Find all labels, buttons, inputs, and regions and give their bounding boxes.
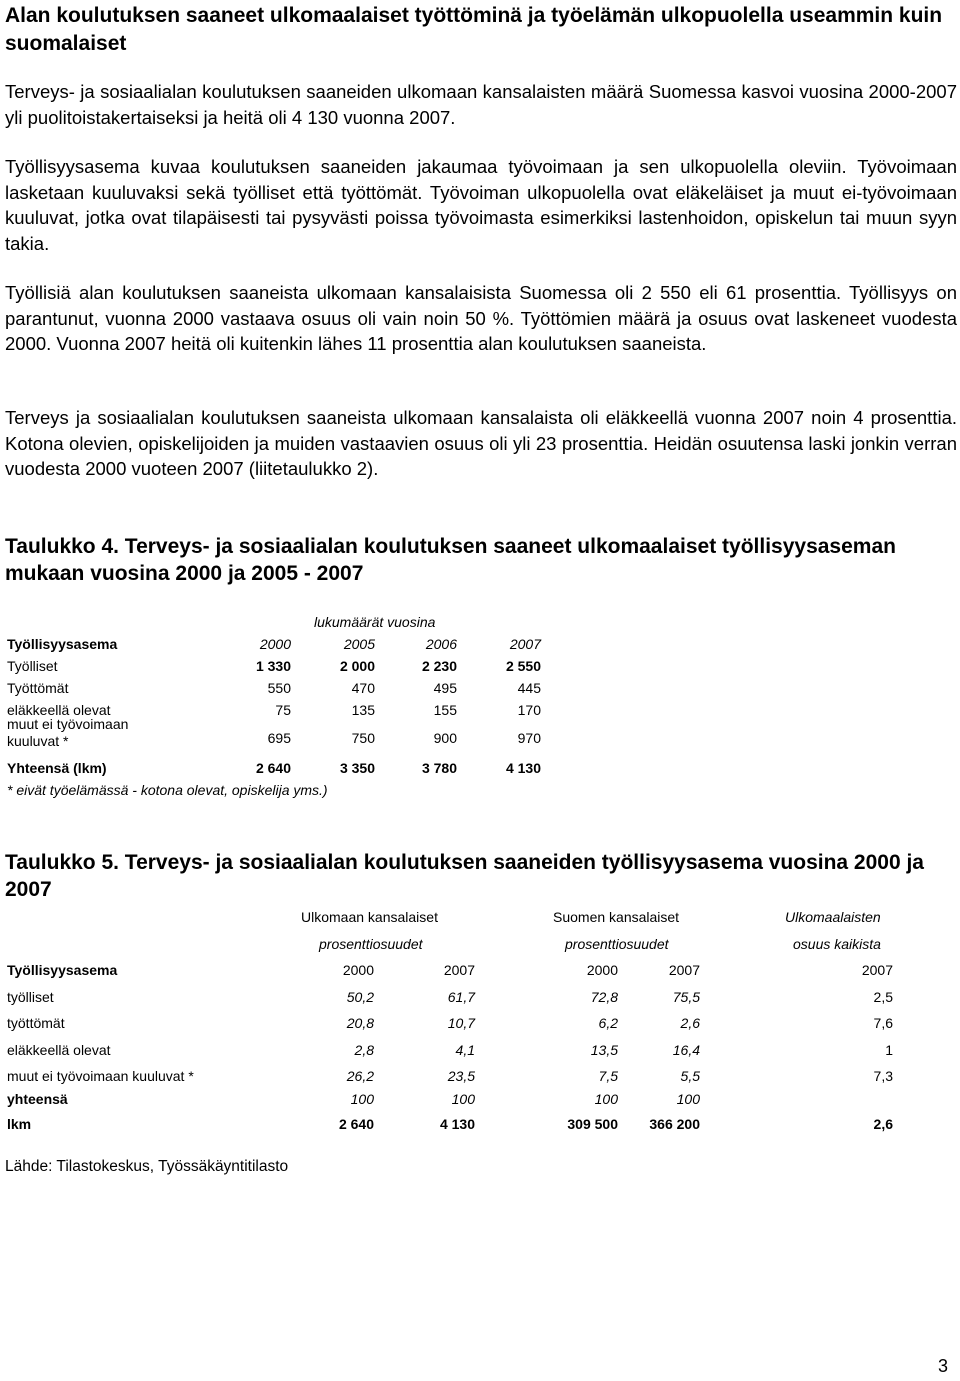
row-label: eläkkeellä olevat	[7, 702, 111, 718]
paragraph-2: Työllisyysasema kuvaa koulutuksen saaneiden jakaumaa työvoimaan ja sen ulkopuolella oleviin. Työvoimaan lasketaan kuuluvaksi sekä työlliset että työttömät. Työvoiman ulkopuolella ovat eläkeläiset ja muut ei-työvoimaan kuuluvat, jotka ovat tilapäisesti tai pysyvästi poissa työvoimasta esimerkiksi lastenhoidon, opiskelun tai muun syyn takia.	[5, 156, 957, 254]
table5	[5, 904, 895, 1137]
row-label: eläkkeellä olevat	[7, 1041, 111, 1058]
table-cell: 495	[433, 680, 457, 696]
row-label: työlliset	[7, 988, 54, 1005]
table-row	[5, 1063, 895, 1090]
table-cell: 2 230	[421, 658, 457, 674]
table5-year: 2007	[861, 962, 893, 978]
table-cell: 2,6	[873, 1115, 893, 1132]
table-cell: 100	[676, 1090, 700, 1107]
table-cell: 72,8	[590, 988, 618, 1005]
table-cell: 900	[433, 730, 457, 746]
table-cell: 26,2	[346, 1068, 374, 1084]
table-cell: 3 350	[339, 760, 375, 776]
table-cell: 4 130	[505, 760, 541, 776]
table-cell: 309 500	[567, 1115, 618, 1132]
table-cell: 50,2	[346, 988, 374, 1005]
row-label: Työlliset	[7, 658, 58, 674]
subgroup-header: prosenttiosuudet	[565, 935, 669, 952]
table-cell: 2 640	[255, 760, 291, 776]
table5-year: 2007	[443, 962, 475, 978]
table-cell: 2 550	[505, 658, 541, 674]
table-cell: 2 000	[339, 658, 375, 674]
table-cell: 13,5	[590, 1041, 618, 1058]
table-cell: 20,8	[346, 1015, 374, 1031]
table-cell: 16,4	[672, 1041, 700, 1058]
table5-header-row	[5, 957, 895, 984]
table4-header-row	[5, 632, 550, 654]
row-label: yhteensä	[7, 1090, 68, 1107]
row-label-line: muut ei työvoimaan	[7, 716, 129, 732]
row-label	[7, 716, 128, 750]
table-cell: 75	[275, 702, 291, 718]
table4-footnote-row	[5, 778, 550, 800]
table-cell: 366 200	[649, 1115, 700, 1132]
table4-group-header: lukumäärät vuosina	[314, 614, 436, 630]
table-cell: 170	[517, 702, 541, 718]
table-cell: 75,5	[672, 988, 700, 1005]
table-row	[5, 756, 550, 778]
paragraph-3: Työllisiä alan koulutuksen saaneista ulkomaan kansalaisista Suomessa oli 2 550 eli 61 prosenttia. Työllisyys on parantunut, vuonna 2000 vastaava osuus oli vain noin 50 %. Työttömien määrä ja osuus ovat laskeneet vuodesta 2000. Vuonna 2007 heitä oli kuitenkin lähes 11 prosenttia alan koulutuksen saaneista.	[5, 282, 957, 354]
table-cell: 2 640	[338, 1115, 374, 1132]
subgroup-header: osuus kaikista	[793, 935, 881, 952]
table-cell: 10,7	[447, 1015, 475, 1031]
paragraph-1: Terveys- ja sosiaalialan koulutuksen saaneiden ulkomaan kansalaisten määrä Suomessa kasvoi vuosina 2000-2007 yli puolitoistakertaiseksi ja heitä oli 4 130 vuonna 2007.	[5, 81, 957, 128]
table-row	[5, 1111, 895, 1138]
table4-footnote: * eivät työelämässä - kotona olevat, opiskelija yms.)	[7, 782, 328, 798]
table-cell: 100	[451, 1090, 475, 1107]
group-header: Ulkomaalaisten	[785, 909, 881, 925]
table5-group-row	[5, 904, 895, 931]
row-label: Yhteensä (lkm)	[7, 760, 107, 776]
row-label: Työttömät	[7, 680, 69, 696]
table-cell: 470	[351, 680, 375, 696]
table-cell: 7,6	[873, 1015, 893, 1031]
table-cell: 4 130	[439, 1115, 475, 1132]
table-cell: 6,2	[598, 1015, 618, 1031]
table-cell: 970	[517, 730, 541, 746]
table-cell: 1 330	[255, 658, 291, 674]
table-cell: 7,3	[873, 1068, 893, 1084]
table4-group-header-row	[5, 610, 550, 632]
row-label: lkm	[7, 1115, 32, 1132]
table-cell: 7,5	[598, 1068, 618, 1084]
source-note: Lähde: Tilastokeskus, Työssäkäyntitilasto	[5, 1158, 289, 1175]
table5-year: 2000	[586, 962, 618, 978]
table-row	[5, 716, 550, 756]
row-label-line: kuuluvat *	[7, 733, 69, 749]
table-cell: 695	[267, 730, 291, 746]
table-cell: 23,5	[447, 1068, 475, 1084]
table-cell: 100	[350, 1090, 374, 1107]
table4-header-label: Työllisyysasema	[7, 636, 118, 652]
page-number: 3	[938, 1356, 949, 1376]
table-cell: 445	[517, 680, 541, 696]
group-header: Ulkomaan kansalaiset	[301, 909, 438, 925]
table5-subgroup-row	[5, 931, 895, 958]
table5-header-label: Työllisyysasema	[7, 962, 118, 978]
row-label: muut ei työvoimaan kuuluvat *	[7, 1068, 194, 1084]
table-row	[5, 654, 550, 676]
table-row	[5, 1090, 895, 1111]
table-row	[5, 1010, 895, 1037]
group-header: Suomen kansalaiset	[553, 909, 680, 925]
table-cell: 155	[433, 702, 457, 718]
table-cell: 3 780	[421, 760, 457, 776]
table4-year: 2006	[425, 636, 457, 652]
table-cell: 550	[267, 680, 291, 696]
table-row	[5, 984, 895, 1011]
paragraph-4: Terveys ja sosiaalialan koulutuksen saaneista ulkomaan kansalaista oli eläkkeellä vuonna 2007 noin 4 prosenttia. Kotona olevien, opiskelijoiden ja muiden vastaavien osuus oli yli 23 prosenttia. Heidän osuutensa laski jonkin verran vuodesta 2000 vuoteen 2007 (liitetaulukko 2).	[5, 407, 957, 479]
table4-year: 2000	[259, 636, 291, 652]
table4	[5, 610, 550, 800]
subgroup-header: prosenttiosuudet	[319, 935, 423, 952]
table-cell: 135	[351, 702, 375, 718]
table-cell: 100	[594, 1090, 618, 1107]
table4-caption: Taulukko 4. Terveys- ja sosiaalialan koulutuksen saaneet ulkomaalaiset työllisyysaseman mukaan vuosina 2000 ja 2005 - 2007	[5, 535, 896, 585]
table5-year: 2000	[342, 962, 374, 978]
table-cell: 2,6	[680, 1015, 700, 1031]
table-cell: 2,5	[873, 988, 893, 1005]
table5-caption: Taulukko 5. Terveys- ja sosiaalialan koulutuksen saaneiden työllisyysasema vuosina 2000 ja 2007	[5, 851, 924, 901]
table-cell: 1	[885, 1041, 893, 1058]
page-heading: Alan koulutuksen saaneet ulkomaalaiset työttöminä ja työelämän ulkopuolella useammin kuin suomalaiset	[5, 4, 943, 55]
table-cell: 4,1	[455, 1041, 475, 1058]
row-label: työttömät	[7, 1015, 65, 1031]
table4-year: 2007	[509, 636, 541, 652]
table-row	[5, 1037, 895, 1064]
table-row	[5, 676, 550, 698]
table4-year: 2005	[343, 636, 375, 652]
table-cell: 5,5	[680, 1068, 700, 1084]
table-cell: 2,8	[354, 1041, 374, 1058]
table5-year: 2007	[668, 962, 700, 978]
table-cell: 750	[351, 730, 375, 746]
table-cell: 61,7	[447, 988, 475, 1005]
